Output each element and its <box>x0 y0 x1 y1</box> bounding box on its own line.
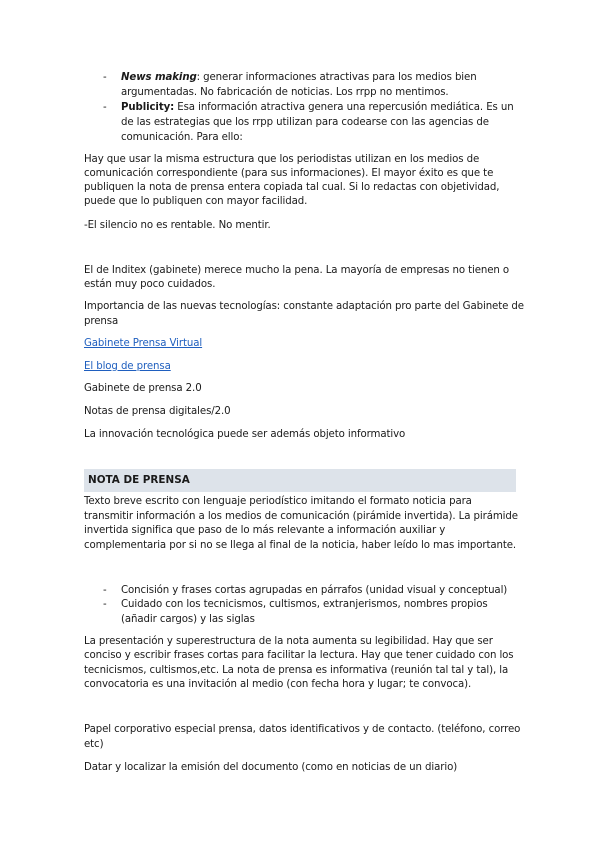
link-gabinete-prensa-virtual[interactable]: Gabinete Prensa Virtual <box>84 338 203 349</box>
bullet-publicity-line1: Publicity: Esa información atractiva genera una repercusión mediática. Es un <box>121 102 514 113</box>
bullet-dash: - <box>103 599 107 610</box>
bullet-publicity-line2: de las estrategias que los rrpp utilizan para codearse con las agencias de <box>121 117 489 128</box>
bullet-publicity-line3: comunicación. Para ello: <box>121 132 243 143</box>
inditex-line1: El de Inditex (gabinete) merece mucho la pena. La mayoría de empresas no tienen o <box>84 265 510 276</box>
para1-line4: puede que lo publiquen con mayor facilidad. <box>84 196 308 207</box>
texto-line3: invertida significa que paso de lo más relevante a información auxiliar y <box>84 525 446 536</box>
para1-line3: publiquen la nota de prensa entera copiada tal cual. Si lo redactas con objetividad, <box>84 182 500 193</box>
innovacion-line: La innovación tecnológica puede ser además objeto informativo <box>84 429 406 440</box>
presentacion-line4: convocatoria es una invitación al medio (con fecha hora y lugar; te convoca). <box>84 679 472 690</box>
presentacion-line1: La presentación y superestructura de la nota aumenta su legibilidad. Hay que ser <box>84 636 493 647</box>
notas-digitales: Notas de prensa digitales/2.0 <box>84 406 231 417</box>
bullet-dash: - <box>103 102 107 113</box>
bullet-cuidado-line2: (añadir cargos) y las siglas <box>121 614 255 625</box>
silence-note: -El silencio no es rentable. No mentir. <box>84 220 271 231</box>
bullet-news-making-line2: argumentadas. No fabricación de noticias. Los rrpp no mentimos. <box>121 87 449 98</box>
datar-line: Datar y localizar la emisión del documento (como en noticias de un diario) <box>84 762 458 773</box>
texto-line2: transmitir información a los medios de comunicación (pirámide invertida). La pirámide <box>84 511 518 522</box>
presentacion-line2: conciso y escribir frases cortas para facilitar la lectura. Hay que tener cuidado con los <box>84 650 514 661</box>
bullet-cuidado-line1: Cuidado con los tecnicismos, cultismos, extranjerismos, nombres propios <box>121 599 488 610</box>
bullet-concision: Concisión y frases cortas agrupadas en párrafos (unidad visual y conceptual) <box>121 585 508 596</box>
papel-line2: etc) <box>84 739 104 750</box>
importance-line1: Importancia de las nuevas tecnologías: constante adaptación pro parte del Gabinete de <box>84 301 524 312</box>
texto-line4: complementaria por si no se llega al final de la noticia, haber leído lo mas importante. <box>84 540 517 551</box>
term-publicity: Publicity: <box>121 102 175 113</box>
bullet-dash: - <box>103 72 107 83</box>
presentacion-line3: tecnicismos, cultismos,etc. La nota de prensa es informativa (reunión tal tal y tal), la <box>84 665 509 676</box>
term-news-making: News making <box>121 72 197 83</box>
texto-line1: Texto breve escrito con lenguaje periodístico imitando el formato noticia para <box>84 496 472 507</box>
inditex-line2: están muy poco cuidados. <box>84 279 216 290</box>
para1-line1: Hay que usar la misma estructura que los periodistas utilizan en los medios de <box>84 154 480 165</box>
importance-line2: prensa <box>84 316 119 327</box>
link-blog-de-prensa[interactable]: El blog de prensa <box>84 361 171 372</box>
heading-nota-de-prensa: NOTA DE PRENSA <box>88 474 190 486</box>
bullet-dash: - <box>103 585 107 596</box>
papel-line1: Papel corporativo especial prensa, datos identificativos y de contacto. (teléfono, correo <box>84 724 521 735</box>
gabinete-20: Gabinete de prensa 2.0 <box>84 383 202 394</box>
bullet-news-making-line1: News making: generar informaciones atractivas para los medios bien <box>121 72 477 83</box>
para1-line2: comunicación correspondiente (para sus informaciones). El mayor éxito es que te <box>84 168 494 179</box>
